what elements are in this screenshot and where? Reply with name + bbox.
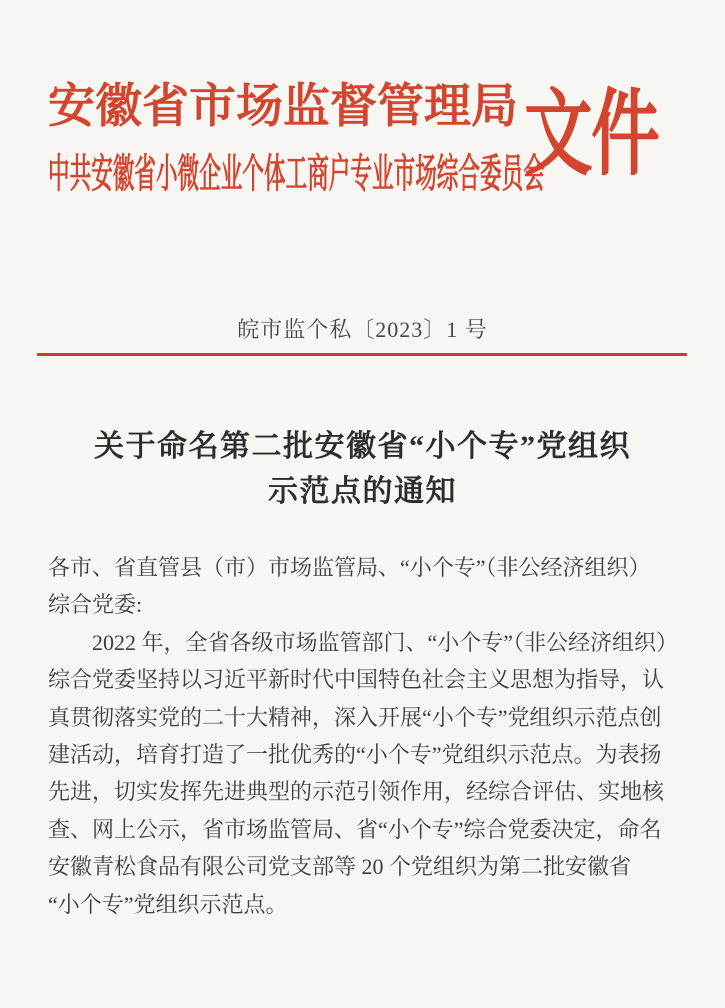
title-line-2: 示范点的通知	[268, 475, 457, 508]
document-number: 皖市监个私〔2023〕1 号	[237, 317, 488, 342]
document-word: 文件	[524, 83, 659, 187]
title-line-1: 关于命名第二批安徽省“小个专”党组织	[94, 430, 631, 463]
body-line: 建活动，培育打造了一批优秀的“小个专”党组织示范点。为表扬	[48, 742, 662, 768]
body-line: 各市、省直管县（市）市场监管局、“小个专”（非公经济组织）	[48, 555, 651, 580]
body-line: 先进，切实发挥先进典型的示范引领作用，经综合评估、实地核	[48, 779, 665, 805]
document-body	[48, 549, 696, 923]
body-line: 综合党委:	[48, 592, 143, 618]
red-divider-line	[37, 353, 687, 356]
document-title	[0, 424, 725, 514]
body-line: 安徽青松食品有限公司党支部等 20 个党组织为第二批安徽省	[48, 854, 632, 880]
org-name-primary: 安徽省市场监督管理局	[48, 81, 518, 133]
body-line: 2022 年，全省各级市场监管部门、“小个专”（非公经济组织）	[48, 629, 679, 655]
body-line: “小个专”党组织示范点。	[48, 891, 288, 917]
body-line: 查、网上公示，省市场监管局、省“小个专”综合党委决定，命名	[48, 816, 662, 842]
body-line: 真贯彻落实党的二十大精神，深入开展“小个专”党组织示范点创	[48, 704, 662, 730]
body-line: 综合党委坚持以习近平新时代中国特色社会主义思想为指导，认	[48, 667, 665, 693]
org-name-secondary: 中共安徽省小微企业个体工商户专业市场综合委员会	[48, 151, 545, 196]
